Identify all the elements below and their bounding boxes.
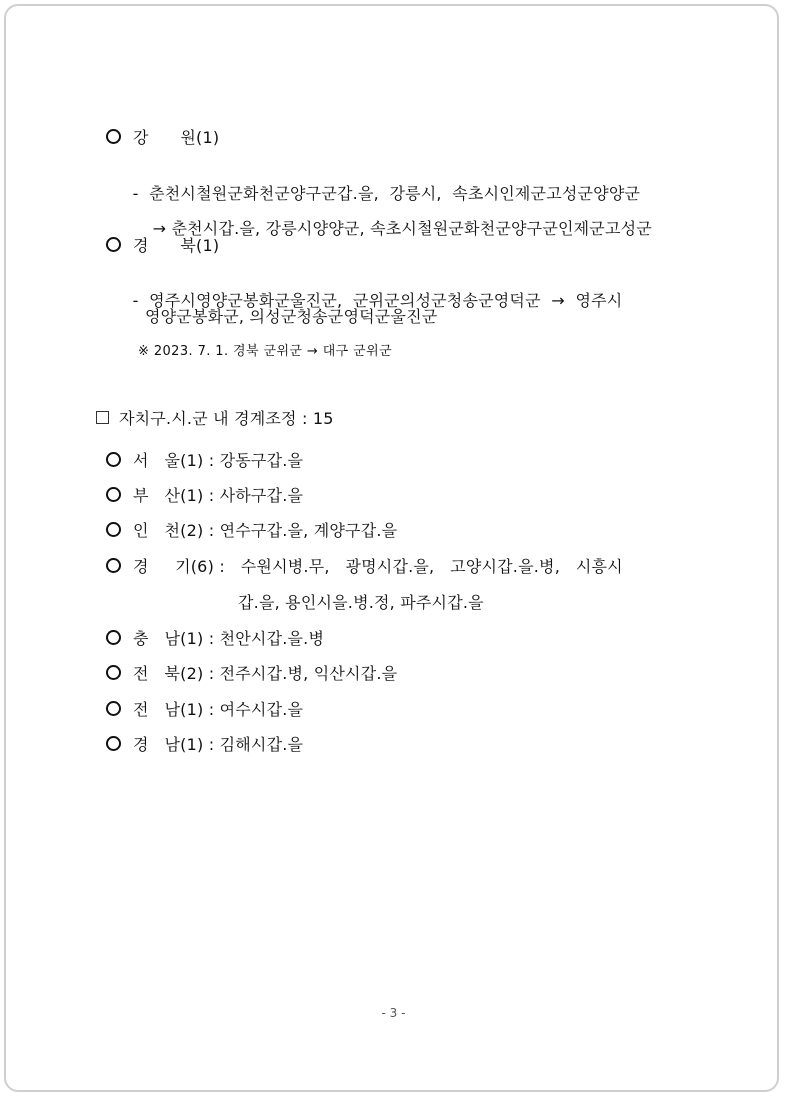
hollow-circle-bullet-icon	[106, 558, 121, 573]
section-b-title: 자치구.시.군 내 경계조정 : 15	[96, 409, 334, 429]
hollow-circle-bullet-icon	[106, 736, 121, 751]
gangwon-name: 강 원(1)	[133, 128, 220, 147]
hollow-circle-bullet-icon	[106, 487, 121, 502]
hollow-square-bullet-icon	[96, 411, 109, 424]
page-number: - 3 -	[381, 1006, 406, 1020]
gyeongbuk-change-line1: - 영주시영양군봉화군울진군, 군위군의성군청송군영덕군 → 영주시	[132, 291, 623, 310]
hollow-circle-bullet-icon	[106, 701, 121, 716]
hollow-circle-bullet-icon	[106, 522, 121, 537]
list-item-gyeonggi-cont: 갑.을, 용인시을.병.정, 파주시갑.을	[238, 593, 484, 612]
gangwon-header	[106, 128, 219, 148]
hollow-circle-bullet-icon	[106, 237, 121, 252]
gyeongbuk-change-line2: 영양군봉화군, 의성군청송군영덕군울진군	[145, 307, 438, 326]
list-item-incheon: 인 천(2) : 연수구갑.을, 계양구갑.을	[106, 521, 397, 541]
list-item-chungnam: 충 남(1) : 천안시갑.을.병	[106, 629, 324, 649]
list-item-seoul: 서 울(1) : 강동구갑.을	[106, 451, 303, 471]
hollow-circle-bullet-icon	[106, 129, 121, 144]
hollow-circle-bullet-icon	[106, 452, 121, 467]
list-item-gyeonggi: 경 기(6) : 수원시병.무, 광명시갑.을, 고양시갑.을.병, 시흥시	[106, 557, 623, 577]
gangwon-change-line1: - 춘천시철원군화천군양구군갑.을, 강릉시, 속초시인제군고성군양양군	[132, 184, 641, 203]
hollow-circle-bullet-icon	[106, 665, 121, 680]
gangwon-change-line2: → 춘천시갑.을, 강릉시양양군, 속초시철원군화천군양구군인제군고성군	[152, 219, 652, 238]
list-item-gyeongnam: 경 남(1) : 김해시갑.을	[106, 735, 303, 755]
list-item-jeonnam: 전 남(1) : 여수시갑.을	[106, 700, 303, 720]
gyeongbuk-note: ※ 2023. 7. 1. 경북 군위군 → 대구 군위군	[138, 344, 393, 359]
list-item-busan: 부 산(1) : 사하구갑.을	[106, 486, 303, 506]
list-item-jeonbuk: 전 북(2) : 전주시갑.병, 익산시갑.을	[106, 664, 397, 684]
gyeongbuk-name: 경 북(1)	[133, 236, 220, 255]
gyeongbuk-header	[106, 236, 219, 256]
hollow-circle-bullet-icon	[106, 630, 121, 645]
